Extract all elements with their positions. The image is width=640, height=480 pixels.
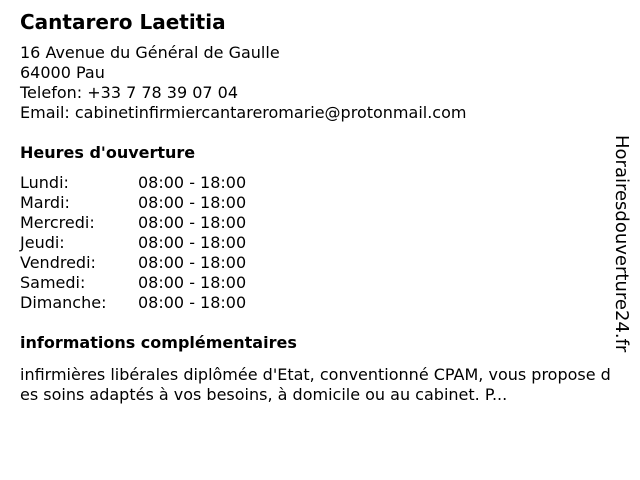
hours-row-thursday: [20, 233, 610, 253]
hours-heading: Heures d'ouverture: [20, 143, 196, 162]
hours-row-sunday: [20, 293, 610, 313]
business-card: [20, 10, 610, 405]
info-heading: informations complémentaires: [20, 333, 297, 352]
day-label: Mercredi:: [20, 213, 95, 232]
hours-row-wednesday: [20, 213, 610, 233]
day-label: Lundi:: [20, 173, 69, 192]
contact-block: [20, 43, 610, 123]
site-watermark: Horairesdouverture24.fr: [611, 135, 632, 353]
hours-row-saturday: [20, 273, 610, 293]
hours-row-friday: [20, 253, 610, 273]
time-range: 08:00 - 18:00: [138, 173, 247, 192]
time-range: 08:00 - 18:00: [138, 213, 247, 232]
time-range: 08:00 - 18:00: [138, 273, 247, 292]
phone-line: Telefon: +33 7 78 39 07 04: [20, 83, 239, 102]
hours-row-tuesday: [20, 193, 610, 213]
time-range: 08:00 - 18:00: [138, 193, 247, 212]
info-description: infirmières libérales diplômée d'Etat, conventionné CPAM, vous propose des soins adaptés à vos besoins, à domicile ou au cabinet. P...: [20, 365, 611, 404]
hours-row-monday: [20, 173, 610, 193]
address-line-2: 64000 Pau: [20, 63, 105, 82]
hours-table: [20, 173, 610, 313]
day-label: Jeudi:: [20, 233, 65, 252]
day-label: Samedi:: [20, 273, 86, 292]
time-range: 08:00 - 18:00: [138, 253, 247, 272]
email-line: Email: cabinetinfirmiercantareromarie@protonmail.com: [20, 103, 467, 122]
day-label: Vendredi:: [20, 253, 96, 272]
time-range: 08:00 - 18:00: [138, 293, 247, 312]
day-label: Mardi:: [20, 193, 70, 212]
address-line-1: 16 Avenue du Général de Gaulle: [20, 43, 280, 62]
day-label: Dimanche:: [20, 293, 107, 312]
time-range: 08:00 - 18:00: [138, 233, 247, 252]
business-name: Cantarero Laetitia: [20, 10, 226, 34]
